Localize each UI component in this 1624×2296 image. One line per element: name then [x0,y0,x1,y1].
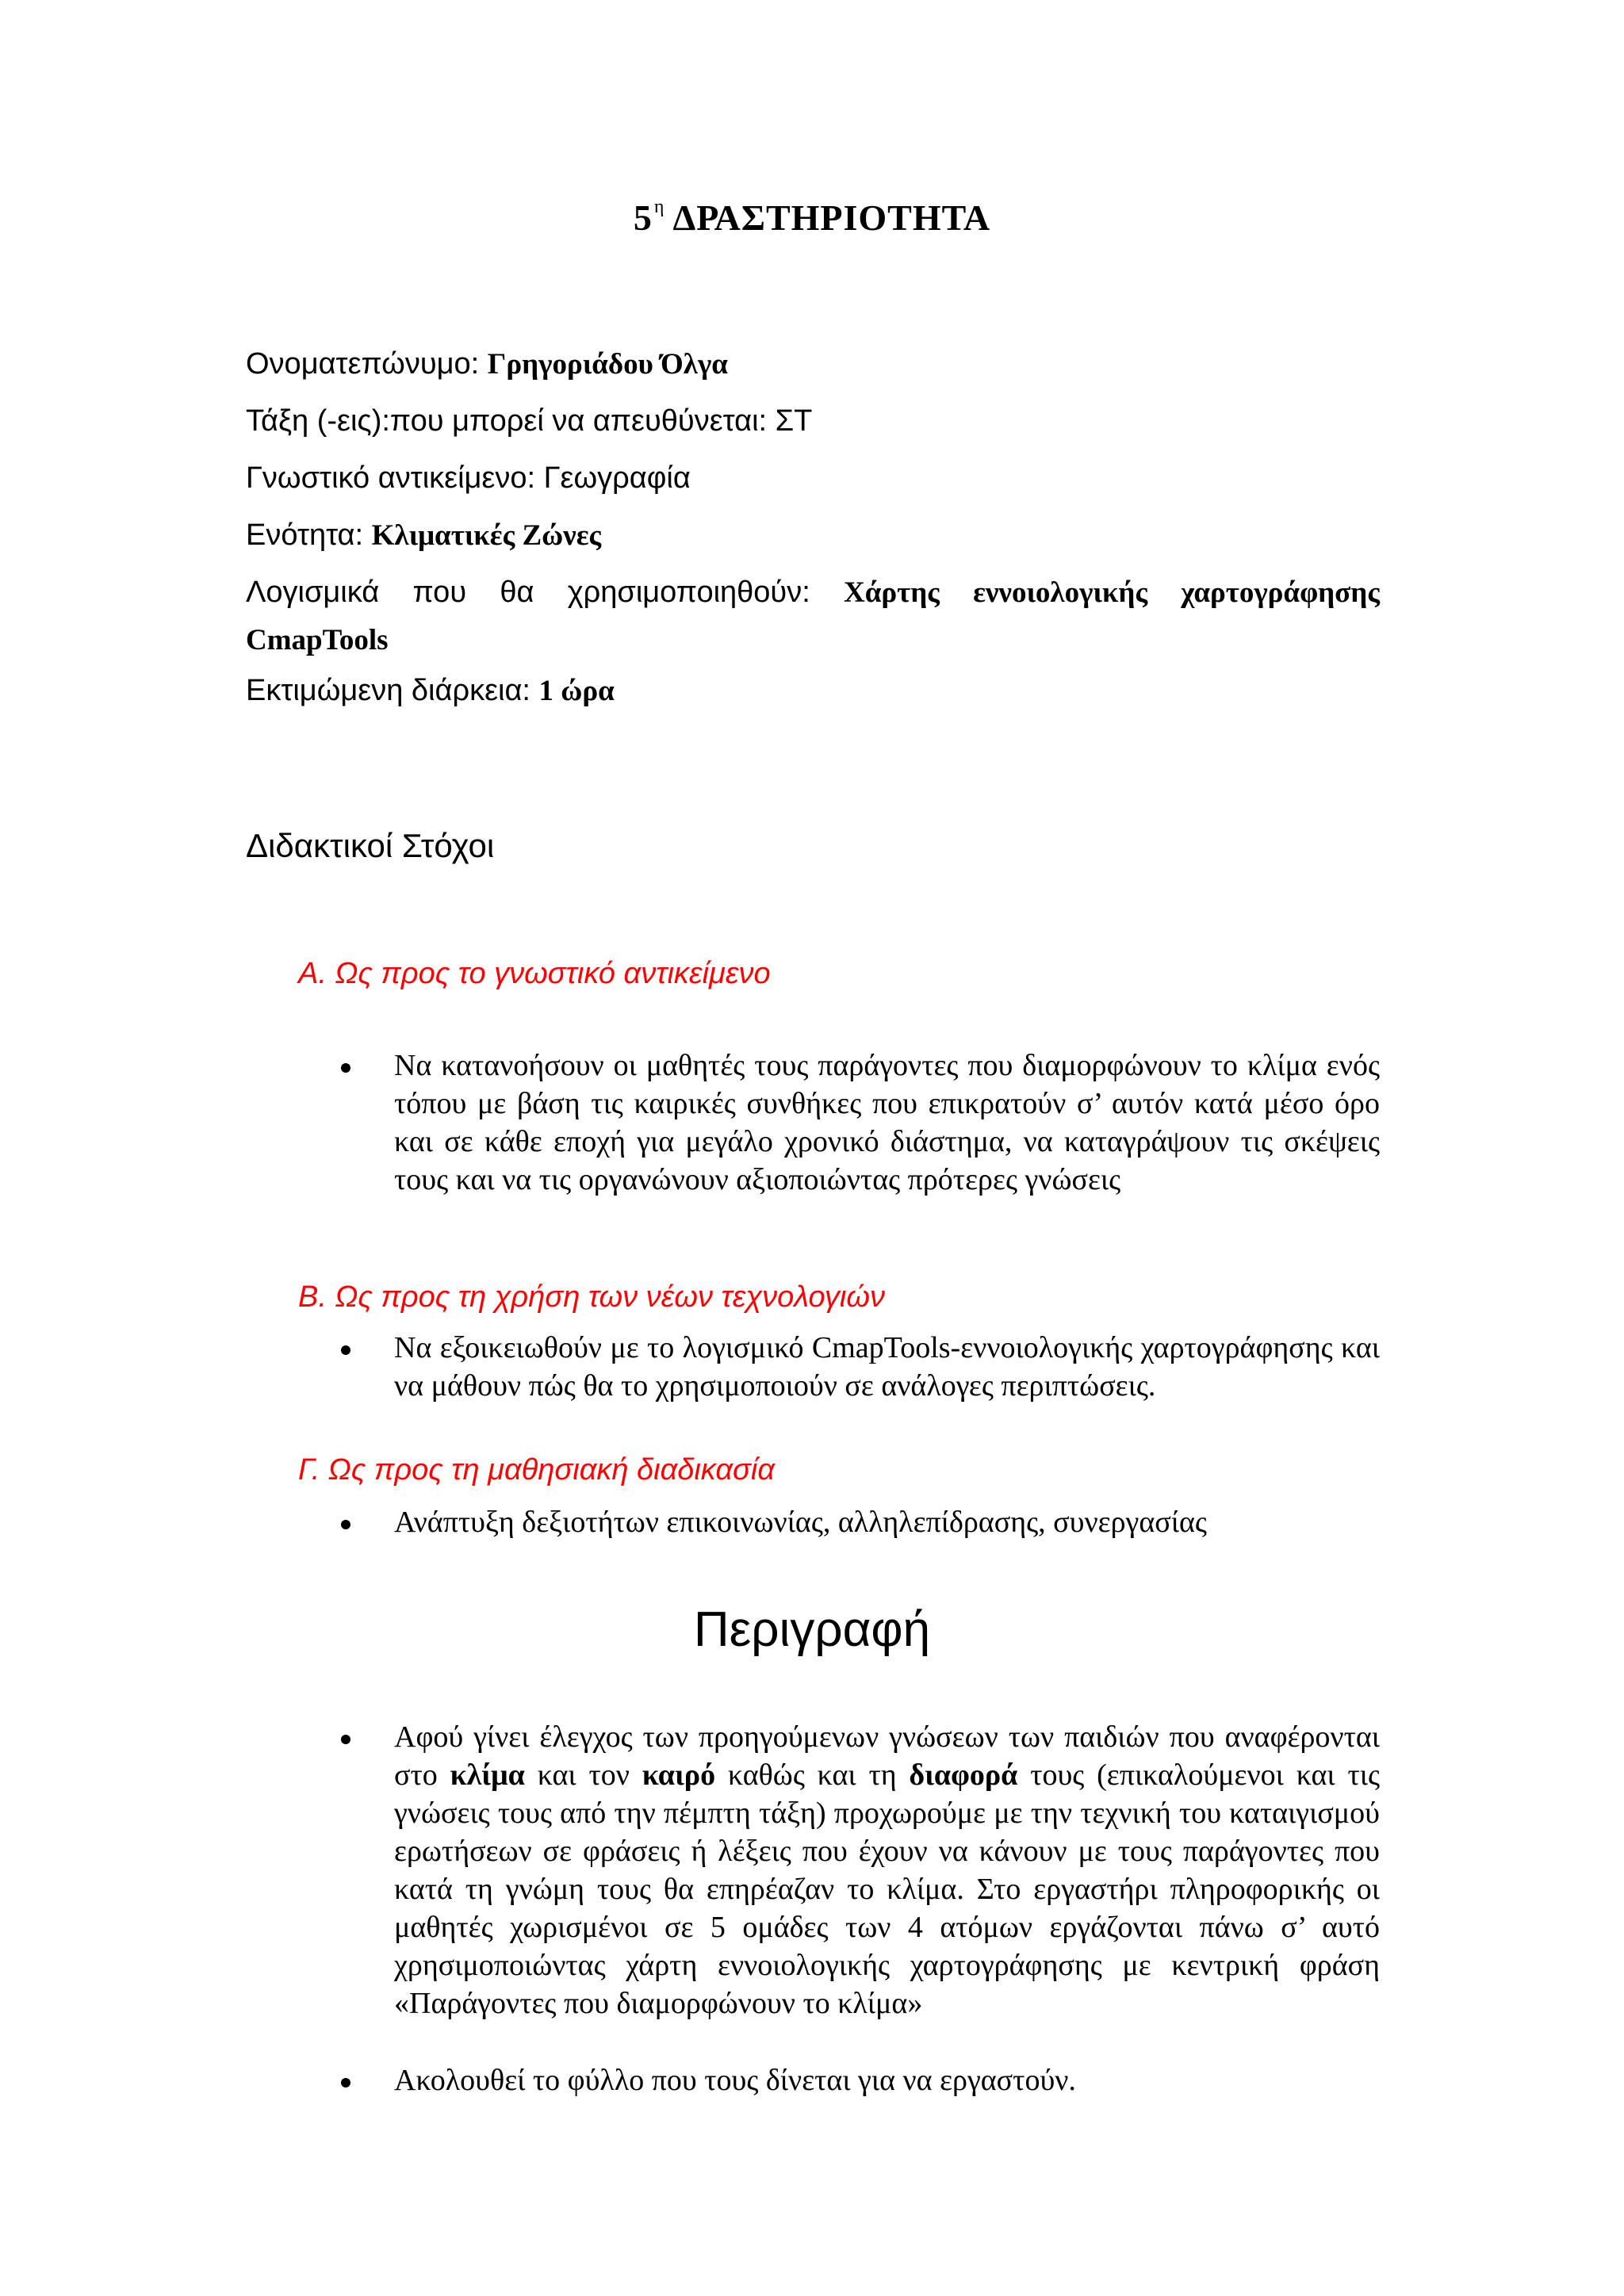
desc-bold-diafora: διαφορά [909,1758,1018,1792]
meta-software-row-2 [246,623,1380,657]
software-value-w2: εννοιολογικής [973,576,1148,609]
description-heading: Περιγραφή [693,1602,931,1657]
software-label-w3: θα [500,576,534,609]
meta-name-row [246,347,1380,381]
activity-superscript: η [653,197,665,217]
unit-value: Κλιματικές Ζώνες [371,519,602,552]
activity-title [0,197,1624,239]
bullet-dot [339,1061,354,1077]
bullet-dot [339,1732,354,1748]
goals-c-text: Ανάπτυξη δεξιοτήτων επικοινωνίας, αλληλεπίδρασης, συνεργασίας [394,1506,1207,1539]
desc-bold-kairo: καιρό [642,1758,716,1792]
meta-class-row [246,404,1380,438]
goals-b-text: Να εξοικειωθούν με το λογισμικό CmapTools-εννοιολογικής χαρτογράφησης και να μάθουν πώς θα το χρησιμοποιούν σε ανάλογες περιπτώσεις. [394,1331,1380,1402]
meta-subject-row [246,461,1380,496]
name-label: Ονοματεπώνυμο: [246,347,488,381]
software-value-w4: CmapTools [246,624,389,656]
meta-duration-row [246,674,1380,708]
name-value: Γρηγοριάδου Όλγα [487,348,728,381]
activity-number: 5 [633,197,653,238]
meta-unit-row [246,519,1380,553]
bullet-dot [339,2076,354,2091]
software-label-w1: Λογισμικά [246,576,380,609]
software-label-w4: χρησιμοποιηθούν: [567,576,810,609]
duration-label: Εκτιμώμενη διάρκεια: [246,674,539,707]
desc-text-segment: και τον [524,1758,642,1792]
software-label-w2: που [412,576,467,609]
duration-value: 1 ώρα [538,675,615,707]
goals-c-heading: Γ. Ως προς τη μαθησιακή διαδικασία [298,1453,776,1487]
bullet-dot [339,1517,354,1533]
unit-label: Ενότητα: [246,519,372,552]
desc-text-segment: καθώς και τη [715,1758,910,1792]
description-paragraph-1 [394,1718,1380,2022]
goals-a-heading: Α. Ως προς το γνωστικό αντικείμενο [298,957,771,990]
goals-a-text: Να κατανοήσουν οι μαθητές τους παράγοντες που διαμορφώνουν το κλίμα ενός τόπου με βάση τις καιρικές συνθήκες που επικρατούν σ’ αυτόν κατά μέσο όρο και σε κάθε εποχή για μεγάλο χρονικό διάστημα, να καταγράψουν τις σκέψεις τους και να τις οργανώνουν αξιοποιώντας πρότερες γνώσεις [394,1049,1380,1196]
desc-text-segment: Αφού γίνει έλεγχος των προηγούμενων γνώσεων των παιδιών που αναφέρονται στο [394,1720,1380,1792]
description-paragraph-2: Ακολουθεί το φύλλο που τους δίνεται για να εργαστούν. [394,2064,1076,2097]
desc-bold-klima: κλίμα [450,1758,525,1792]
software-value-w1: Χάρτης [844,576,940,609]
subject-text: Γνωστικό αντικείμενο: Γεωγραφία [246,461,691,495]
bullet-dot [339,1343,354,1359]
meta-software-row [246,576,1380,610]
activity-title-text: ΔΡΑΣΤΗΡΙΟΤΗΤΑ [672,197,991,238]
desc-text-segment: τους (επικαλούμενοι και τις γνώσεις τους από την πέμπτη τάξη) προχωρούμε με την τεχνική του καταιγισμού ερωτήσεων σε φράσεις ή λέξεις που έχουν να κάνουν με τους παράγοντες που κατά τη γνώμη τους θα επηρέαζαν το κλίμα. Στο εργαστήρι πληροφορικής οι μαθητές χωρισμένοι σε 5 ομάδες των 4 ατόμων εργάζονται πάνω σ’ αυτό χρησιμοποιώντας χάρτη εννοιολογικής χαρτογράφησης με κεντρική φράση «Παράγοντες που διαμορφώνουν το κλίμα» [394,1758,1380,2020]
goals-heading: Διδακτικοί Στόχοι [246,827,495,864]
class-text: Τάξη (-εις):που μπορεί να απευθύνεται: ΣΤ [246,404,813,438]
software-value-w3: χαρτογράφησης [1181,576,1380,609]
goals-b-heading: Β. Ως προς τη χρήση των νέων τεχνολογιών [298,1280,885,1314]
